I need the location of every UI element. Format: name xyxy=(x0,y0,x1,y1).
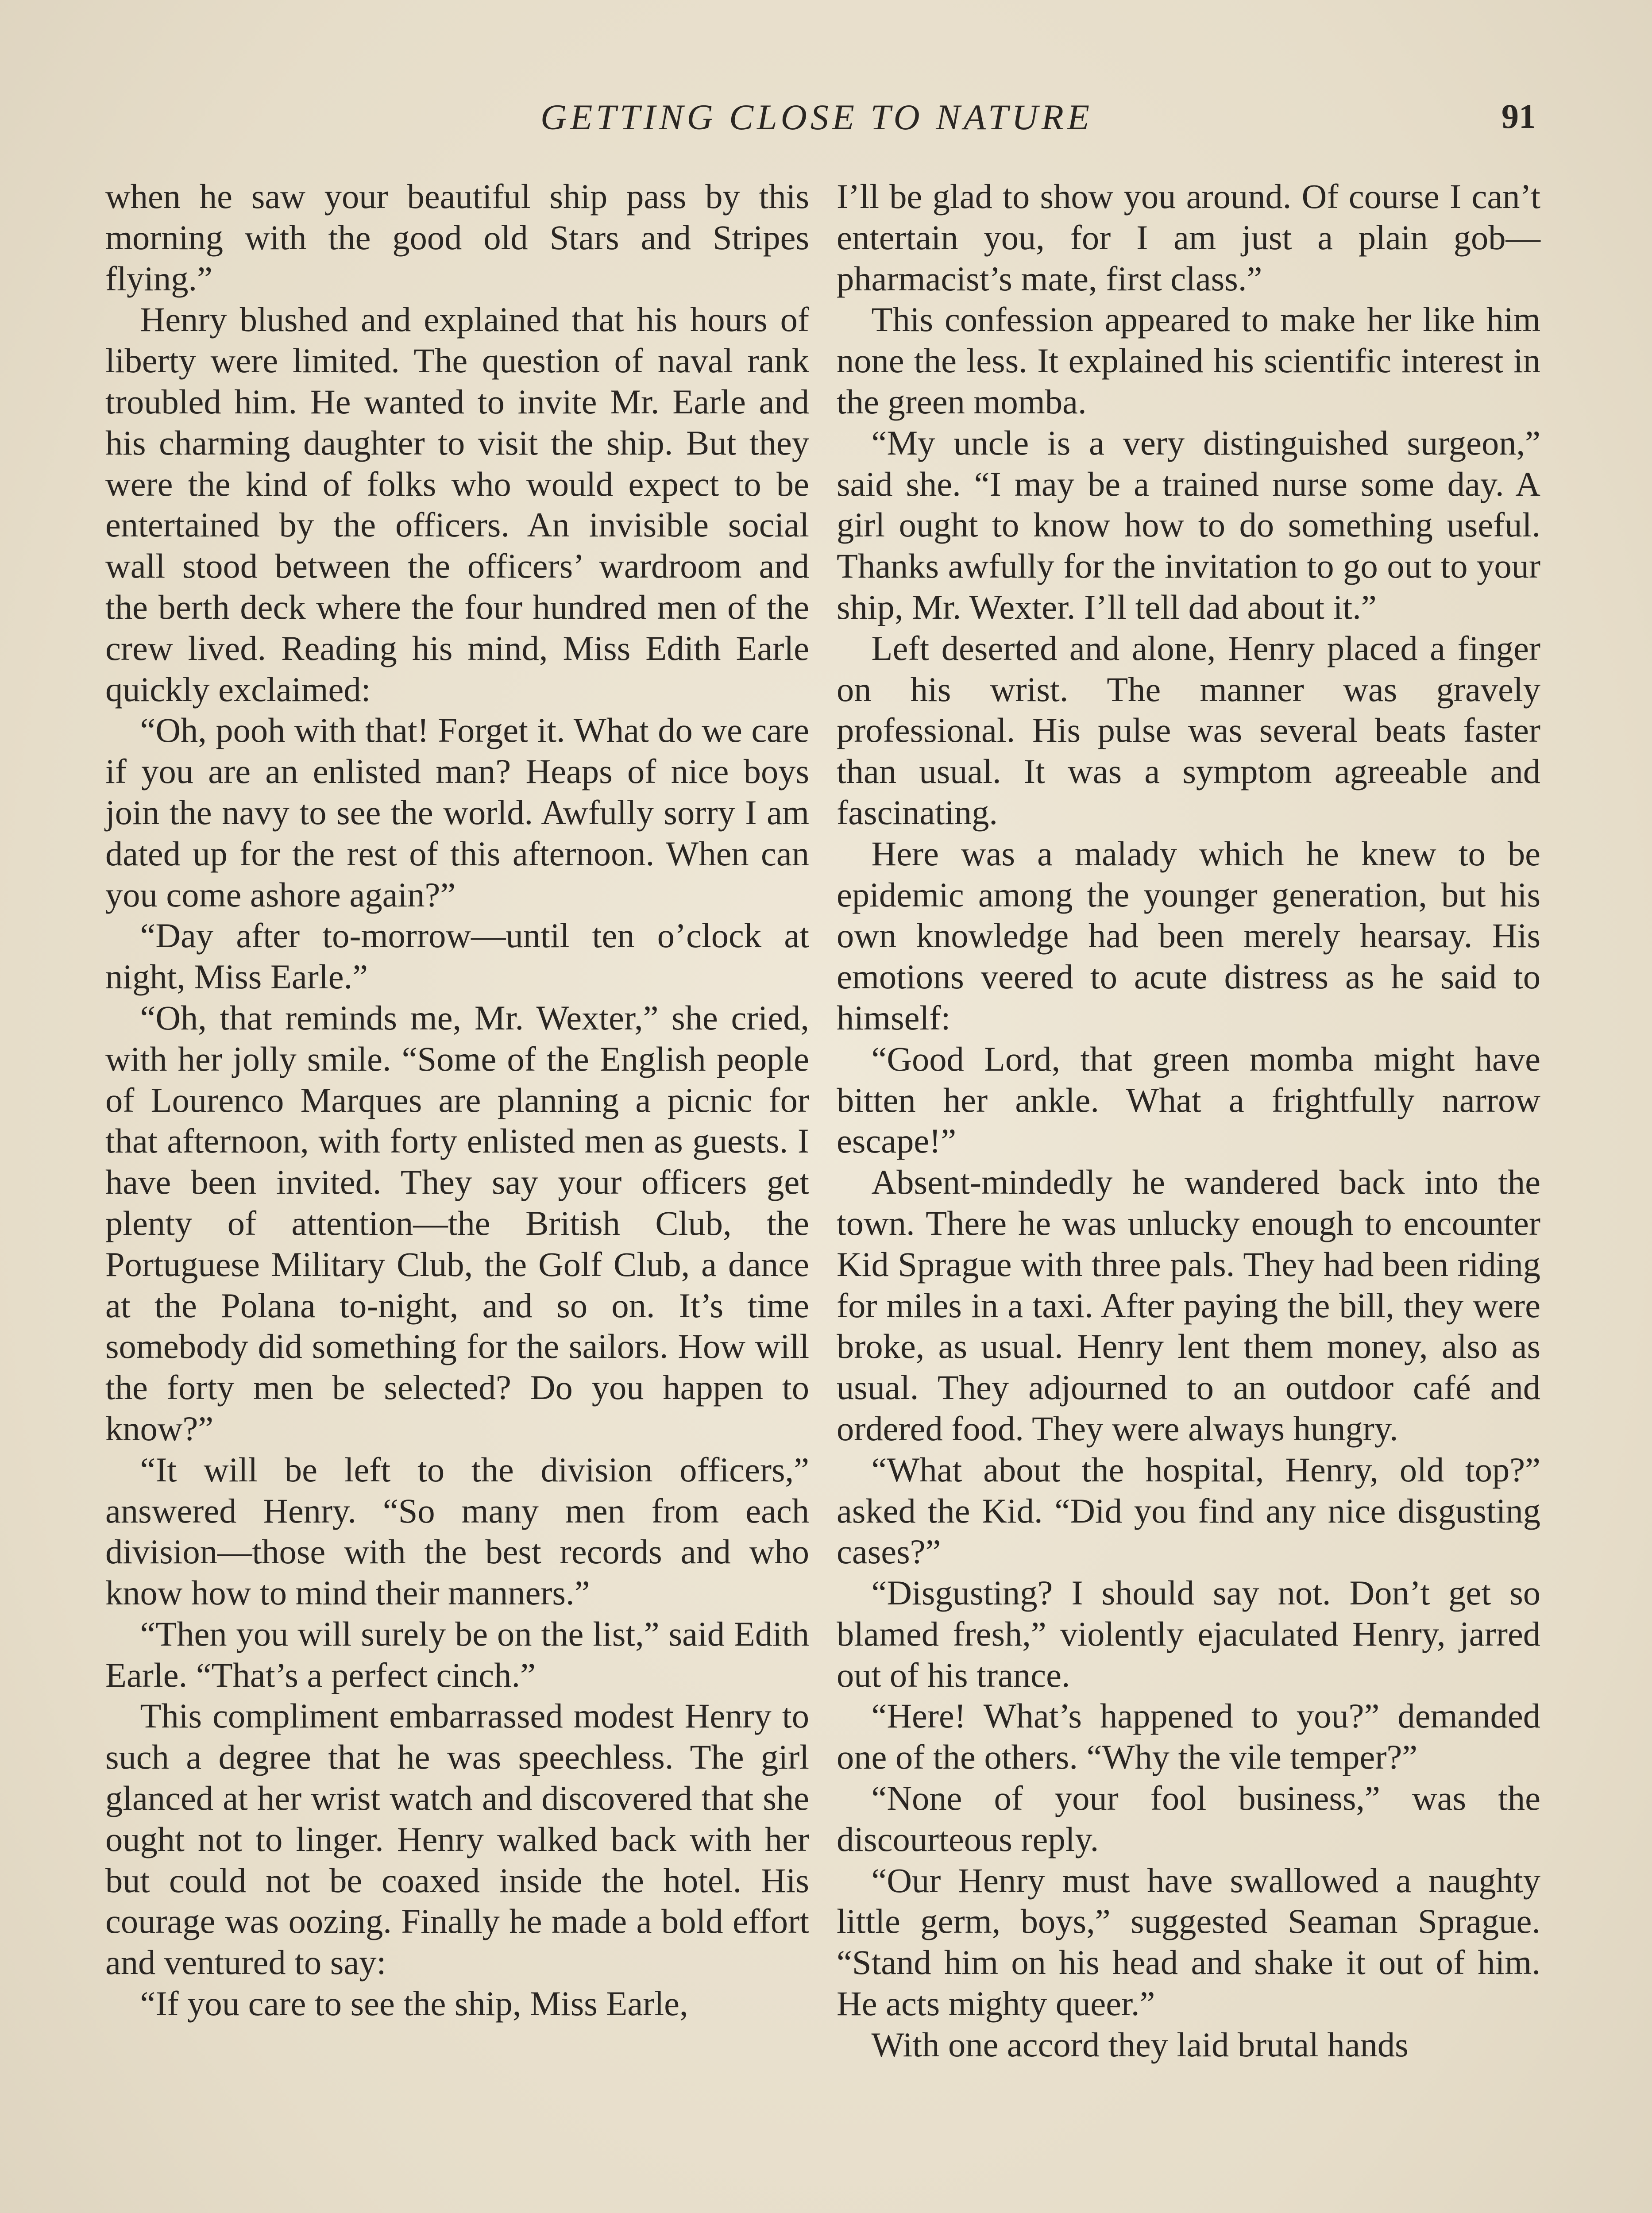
paragraph: “Then you will surely be on the list,” said Edith Earle. “That’s a perfect cinch.” xyxy=(105,1614,809,1694)
paragraph: Left deserted and alone, Henry placed a finger on his wrist. The manner was gravely professional. His pulse was several beats faster than usual. It was a symptom agreeable and fascinating. xyxy=(837,628,1540,832)
paragraph: I’ll be glad to show you around. Of course I can’t entertain you, for I am just a plain gob—pharmacist’s mate, first class.” xyxy=(837,177,1540,298)
paragraph: “It will be left to the division officers,” answered Henry. “So many men from each division—those with the best records and who know how to mind their manners.” xyxy=(105,1450,809,1612)
paragraph: “Our Henry must have swallowed a naughty little germ, boys,” suggested Seaman Sprague. “Stand him on his head and shake it out of him. He acts mighty queer.” xyxy=(837,1861,1540,2023)
running-title: GETTING CLOSE TO NATURE xyxy=(540,97,1093,137)
paragraph: Here was a malady which he knew to be epidemic among the younger generation, but his own knowledge had been merely hearsay. His emotions veered to acute distress as he said to himself: xyxy=(837,834,1540,1037)
paragraph: “If you care to see the ship, Miss Earle, xyxy=(140,1984,688,2023)
paragraph: “Oh, that reminds me, Mr. Wexter,” she cried, with her jolly smile. “Some of the English people of Lourenco Marques are planning a picnic for that afternoon, with forty enlisted men as guests. I have been invited. They say your officers get plenty of attention—the British Club, the Portuguese Military Club, the Golf Club, a dance at the Polana to-night, and so on. It’s time somebody did something for the sailors. How will the forty men be selected? Do you happen to know?” xyxy=(105,998,809,1448)
left-column xyxy=(105,176,809,2024)
paragraph: Absent-mindedly he wandered back into the town. There he was unlucky enough to encounter Kid Sprague with three pals. They had been riding for miles in a taxi. After paying the bill, they were broke, as usual. Henry lent them money, also as usual. They adjourned to an outdoor café and ordered food. They were always hungry. xyxy=(837,1163,1540,1448)
paragraph: “Oh, pooh with that! Forget it. What do we care if you are an enlisted man? Heaps of nice boys join the navy to see the world. Awfully sorry I am dated up for the rest of this afternoon. When can you come ashore again?” xyxy=(105,711,809,914)
paragraph: Henry blushed and explained that his hours of liberty were limited. The question of naval rank troubled him. He wanted to invite Mr. Earle and his charming daughter to visit the ship. But they were the kind of folks who would expect to be entertained by the officers. An invisible social wall stood between the officers’ wardroom and the berth deck where the four hundred men of the crew lived. Reading his mind, Miss Edith Earle quickly exclaimed: xyxy=(105,300,809,709)
paragraph: With one accord they laid brutal hands xyxy=(871,2025,1409,2064)
paragraph: “Day after to-morrow—until ten o’clock at night, Miss Earle.” xyxy=(105,916,809,996)
paragraph: This confession appeared to make her like him none the less. It explained his scientific interest in the green momba. xyxy=(837,300,1540,421)
page-number: 91 xyxy=(1501,97,1536,135)
paragraph: “What about the hospital, Henry, old top?” asked the Kid. “Did you find any nice disgusting cases?” xyxy=(837,1450,1540,1571)
paragraph: “Good Lord, that green momba might have bitten her ankle. What a frightfully narrow escape!” xyxy=(837,1039,1540,1160)
paragraph: “Disgusting? I should say not. Don’t get so blamed fresh,” violently ejaculated Henry, jarred out of his trance. xyxy=(837,1573,1540,1694)
right-column xyxy=(837,176,1540,2066)
paragraph: “My uncle is a very distinguished surgeon,” said she. “I may be a trained nurse some day. A girl ought to know how to do something useful. Thanks awfully for the invitation to go out to your ship, Mr. Wexter. I’ll tell dad about it.” xyxy=(837,423,1540,626)
paragraph: when he saw your beautiful ship pass by this morning with the good old Stars and Stripes flying.” xyxy=(105,177,809,298)
paragraph: “None of your fool business,” was the discourteous reply. xyxy=(837,1779,1540,1858)
paragraph: This compliment embarrassed modest Henry to such a degree that he was speechless. The girl glanced at her wrist watch and discovered that she ought not to linger. Henry walked back with her but could not be coaxed inside the hotel. His courage was oozing. Finally he made a bold effort and ventured to say: xyxy=(105,1696,809,1982)
paragraph: “Here! What’s happened to you?” demanded one of the others. “Why the vile temper?” xyxy=(837,1696,1540,1777)
